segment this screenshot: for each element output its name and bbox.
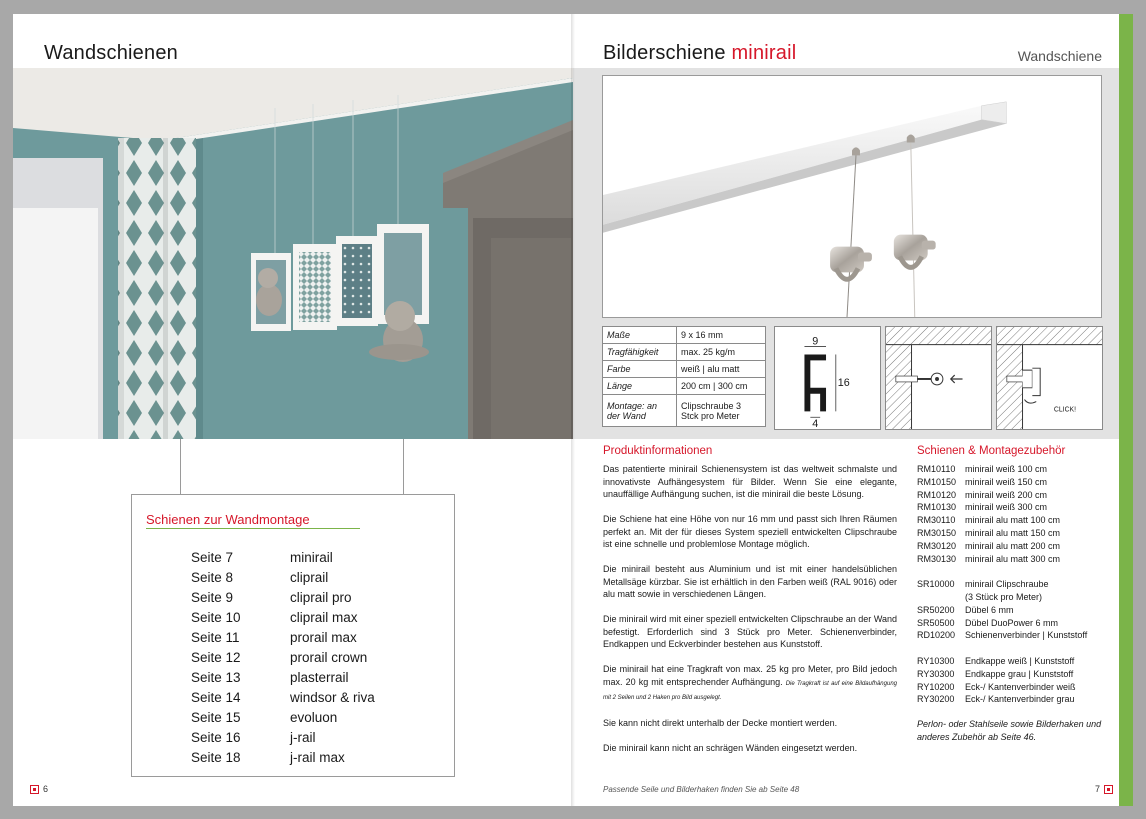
accessory-row <box>917 668 1117 681</box>
contents-page: Seite 13 <box>191 669 241 685</box>
contents-name: j-rail <box>290 729 316 745</box>
contents-row[interactable] <box>191 667 375 687</box>
page-title: Wandschienen <box>44 42 178 64</box>
paragraph <box>603 663 897 705</box>
accessory-name: minirail alu matt 150 cm <box>965 527 1061 538</box>
load-text: Die minirail hat eine Tragkraft von max. 25 kg pro Meter, pro Bild jedoch max. 20 kg mit entsprechender Aufhängung. <box>603 664 897 687</box>
product-image <box>602 75 1102 318</box>
accessory-name: minirail alu matt 200 cm <box>965 540 1061 551</box>
contents-page: Seite 7 <box>191 549 234 565</box>
accessory-row <box>917 681 1117 694</box>
accessory-code: RM30130 <box>917 553 957 564</box>
brand-logo-icon <box>30 785 39 794</box>
accessory-code: RM30150 <box>917 527 957 538</box>
spec-label: Tragfähigkeit <box>603 344 677 361</box>
accessory-name: minirail weiß 200 cm <box>965 489 1048 500</box>
accessory-code: SR50200 <box>917 604 955 615</box>
spec-row <box>603 395 766 427</box>
right-page <box>573 14 1119 806</box>
spec-value: 9 x 16 mm <box>677 327 766 344</box>
contents-page: Seite 14 <box>191 689 241 705</box>
profile-diagram <box>774 326 881 430</box>
contents-row[interactable] <box>191 647 375 667</box>
contents-name: cliprail max <box>290 609 358 625</box>
contents-name: minirail <box>290 549 333 565</box>
accessory-name: minirail alu matt 300 cm <box>965 553 1061 564</box>
footer-note: Passende Seile und Bilderhaken finden Sie ab Seite 48 <box>603 785 800 794</box>
spec-label: Maße <box>603 327 677 344</box>
contents-page: Seite 9 <box>191 589 234 605</box>
accessory-row <box>917 578 1117 591</box>
contents-page: Seite 16 <box>191 729 241 745</box>
accessory-code <box>917 591 965 604</box>
accessory-name: minirail alu matt 100 cm <box>965 515 1061 526</box>
accessory-name: (3 Stück pro Meter) <box>965 591 1043 602</box>
click-diagram <box>996 326 1103 430</box>
accessory-code: RM10120 <box>917 489 957 500</box>
accessory-name: minirail weiß 100 cm <box>965 464 1048 474</box>
accessory-code: RY30300 <box>917 668 955 679</box>
spacer <box>917 642 1117 655</box>
load-note: Die Tragkraft ist auf eine Bildaufhängung mit 2 Seilen und 2 Haken pro Bild ausgelegt. <box>603 680 897 701</box>
accessory-name: Eck-/ Kantenverbinder weiß <box>965 681 1076 692</box>
contents-name: cliprail <box>290 569 329 585</box>
heading-underline <box>146 528 360 529</box>
title-prefix: Bilderschiene <box>603 42 726 64</box>
paragraph: Die Schiene hat eine Höhe von nur 16 mm und passt sich Ihren Räumen perfekt an. Mit der für dieses System speziell entwickelten Clipschraube ist eine schnelle und problemlose Montage möglich. <box>603 514 897 549</box>
page-number-text: 6 <box>43 784 49 794</box>
contents-name: evoluon <box>290 709 338 725</box>
accessory-code: SR10000 <box>917 579 955 590</box>
page-title <box>603 42 796 65</box>
accessory-row <box>917 514 1117 527</box>
title-accent: minirail <box>731 42 797 64</box>
spec-label: Länge <box>603 378 677 395</box>
accessory-name: minirail weiß 300 cm <box>965 502 1048 513</box>
brand-logo-icon <box>1104 785 1113 794</box>
accessory-code: RD10200 <box>917 630 956 641</box>
accessory-list <box>917 463 1117 744</box>
accessory-row <box>917 501 1117 514</box>
spec-table <box>602 326 766 427</box>
accessory-code: RM30110 <box>917 515 956 526</box>
page-number <box>1095 784 1113 794</box>
accessory-code: SR50500 <box>917 617 955 628</box>
contents-row[interactable] <box>191 607 375 627</box>
accessory-code: RM30120 <box>917 540 957 551</box>
accessory-code: RM10110 <box>917 464 956 474</box>
accessory-name: Endkappe grau | Kunststoff <box>965 668 1074 679</box>
paragraph: Das patentierte minirail Schienensystem ist das weltweit schmalste und innovativste Aufhängesystem für Bilder. Wenn Sie eine elegante, unauffällige Aufhängung suchen, ist die minirail die beste Lösung. <box>603 464 897 499</box>
contents-row[interactable] <box>191 627 375 647</box>
spec-row <box>603 344 766 361</box>
left-page <box>13 14 573 806</box>
contents-page: Seite 11 <box>191 629 240 645</box>
spec-row <box>603 361 766 378</box>
contents-name: windsor & riva <box>290 689 375 705</box>
contents-page: Seite 18 <box>191 749 241 765</box>
leader-line <box>180 439 181 494</box>
paragraph: Die minirail besteht aus Aluminium und ist mit einer handelsüblichen Metallsäge kürzbar. Sie ist erhältlich in den Farben weiß (RAL 9016) oder alu matt sowie in verschiedenen Längen. <box>603 564 897 599</box>
accessory-row <box>917 540 1117 553</box>
profile-width: 9 <box>812 335 819 348</box>
contents-row[interactable] <box>191 547 375 567</box>
contents-row[interactable] <box>191 707 375 727</box>
accessory-code: RY30200 <box>917 694 955 705</box>
paragraph: Die minirail kann nicht an schrägen Wänden eingesetzt werden. <box>603 743 858 753</box>
accessory-row <box>917 617 1117 630</box>
spec-value: 200 cm | 300 cm <box>677 378 766 395</box>
screw-diagram <box>885 326 992 430</box>
accessory-row <box>917 604 1117 617</box>
contents-page: Seite 8 <box>191 569 234 585</box>
spec-value: max. 25 kg/m <box>677 344 766 361</box>
chapter-tab <box>1119 14 1133 806</box>
accessory-code: RM10130 <box>917 502 957 513</box>
accessory-name: Eck-/ Kantenverbinder grau <box>965 694 1075 705</box>
contents-page: Seite 12 <box>191 649 241 665</box>
contents-heading: Schienen zur Wandmontage <box>146 512 310 527</box>
accessory-row <box>917 629 1117 642</box>
contents-row[interactable] <box>191 727 375 747</box>
contents-name: prorail crown <box>290 649 368 665</box>
spec-label: Montage: an der Wand <box>603 395 677 427</box>
page-number <box>30 784 48 794</box>
paragraph: Sie kann nicht direkt unterhalb der Decke montiert werden. <box>603 718 838 728</box>
contents-row[interactable] <box>191 747 375 767</box>
accessory-row <box>917 591 1117 604</box>
click-label: CLICK! <box>1053 406 1077 414</box>
accessory-row <box>917 693 1117 706</box>
accessory-name: Dübel 6 mm <box>965 604 1014 615</box>
product-info-text <box>603 463 897 767</box>
accessory-name: Schienenverbinder | Kunststoff <box>965 630 1088 641</box>
spine-shadow <box>571 14 575 806</box>
spacer <box>917 565 1117 578</box>
spec-row <box>603 378 766 395</box>
section-label: Wandschiene <box>1017 48 1102 64</box>
contents-name: cliprail pro <box>290 589 352 605</box>
contents-row[interactable] <box>191 687 375 707</box>
accessory-code: RY10300 <box>917 655 955 666</box>
contents-row[interactable] <box>191 587 375 607</box>
contents-name: j-rail max <box>290 749 345 765</box>
contents-row[interactable] <box>191 567 375 587</box>
product-info-heading: Produktinformationen <box>603 445 713 457</box>
contents-name: prorail max <box>290 629 357 645</box>
accessory-row <box>917 553 1117 566</box>
contents-page: Seite 15 <box>191 709 241 725</box>
accessory-code: RM10150 <box>917 476 957 487</box>
accessory-row <box>917 527 1117 540</box>
accessories-heading: Schienen & Montagezubehör <box>917 445 1066 457</box>
profile-height: 16 <box>837 376 850 389</box>
accessory-row <box>917 463 1117 476</box>
spec-row <box>603 327 766 344</box>
contents-list <box>191 547 375 767</box>
accessory-name: minirail weiß 150 cm <box>965 476 1048 487</box>
room-photo <box>13 68 573 439</box>
accessory-note: Perlon- oder Stahlseile sowie Bilderhaken und anderes Zubehör ab Seite 46. <box>917 719 1102 742</box>
accessory-name: Endkappe weiß | Kunststoff <box>965 655 1075 666</box>
page-number-text: 7 <box>1094 784 1100 794</box>
accessory-row <box>917 655 1117 668</box>
profile-gap: 4 <box>812 418 819 429</box>
contents-name: plasterrail <box>290 669 349 685</box>
accessory-row <box>917 489 1117 502</box>
accessory-name: minirail Clipschraube <box>965 579 1049 590</box>
spec-label: Farbe <box>603 361 677 378</box>
paragraph: Die minirail wird mit einer speziell entwickelten Clipschraube an der Wand befestigt. Erforderlich sind 3 Stück pro Meter. Schienenverbinder, Endkappen und Eckverbinder bestehen aus Kunststoff. <box>603 614 897 649</box>
accessory-name: Dübel DuoPower 6 mm <box>965 617 1059 628</box>
spec-value: Clipschraube 3 Stck pro Meter <box>677 395 766 427</box>
contents-page: Seite 10 <box>191 609 241 625</box>
leader-line <box>403 439 404 494</box>
accessory-row <box>917 476 1117 489</box>
contents-box <box>131 494 455 777</box>
spec-value: weiß | alu matt <box>677 361 766 378</box>
accessory-code: RY10200 <box>917 681 955 692</box>
